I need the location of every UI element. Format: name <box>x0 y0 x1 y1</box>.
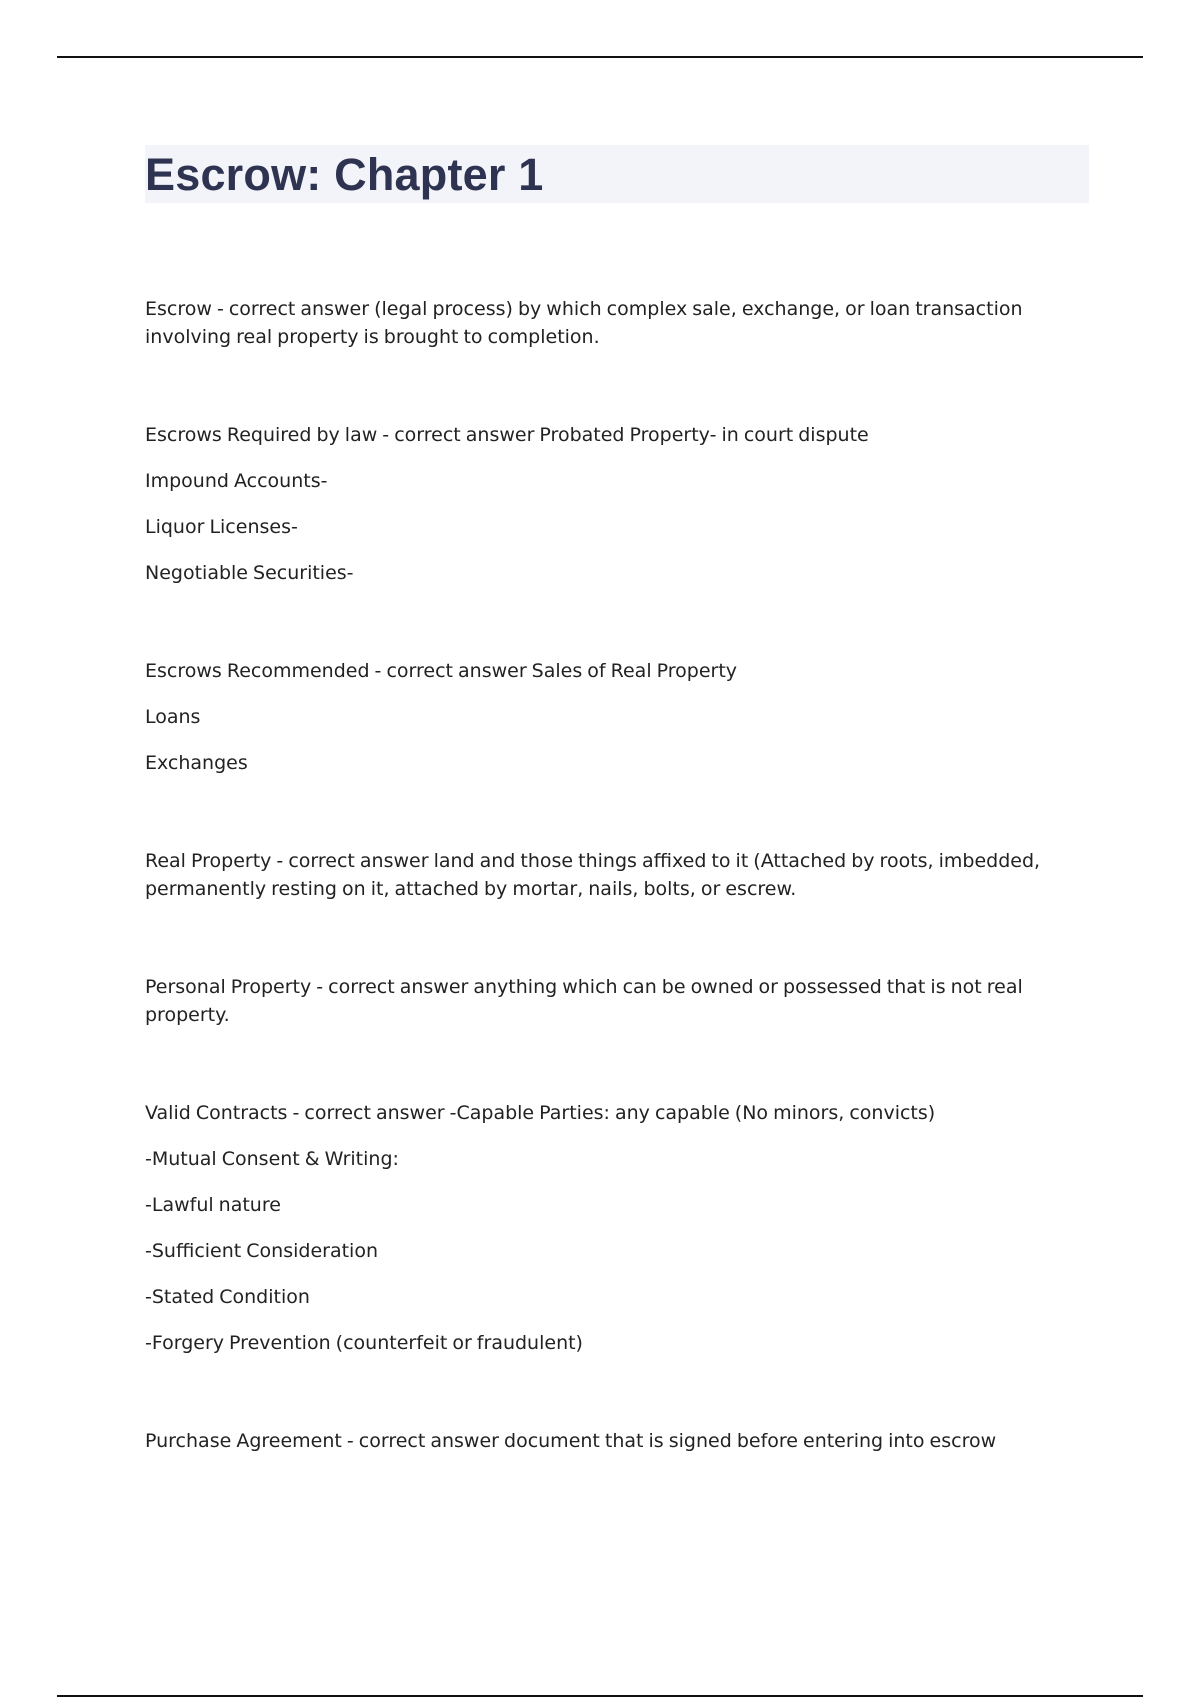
term-paragraph: Loans <box>145 706 201 728</box>
term-paragraph: Escrows Recommended - correct answer Sales of Real Property <box>145 660 738 682</box>
term-paragraph: Purchase Agreement - correct answer document that is signed before entering into escrow <box>145 1430 997 1452</box>
term-paragraph: -Mutual Consent & Writing: <box>145 1148 399 1170</box>
term-paragraph: Negotiable Securities- <box>145 562 354 584</box>
term-paragraph: Escrows Required by law - correct answer Probated Property- in court dispute <box>145 424 869 446</box>
term-paragraph: Personal Property - correct answer anything which can be owned or possessed that is not real property. <box>145 976 1023 1026</box>
header-rule <box>57 56 1143 58</box>
page-title: Escrow: Chapter 1 <box>145 148 544 200</box>
term-escrows-required <box>145 421 1089 587</box>
term-escrows-recommended <box>145 657 1089 777</box>
term-paragraph: -Forgery Prevention (counterfeit or fraudulent) <box>145 1332 583 1354</box>
term-paragraph: Impound Accounts- <box>145 470 328 492</box>
term-paragraph: Valid Contracts - correct answer -Capable Parties: any capable (No minors, convicts) <box>145 1102 936 1124</box>
term-purchase-agreement <box>145 1427 1089 1455</box>
term-real-property <box>145 847 1089 903</box>
term-list <box>145 295 1089 1455</box>
footer-rule <box>57 1695 1143 1697</box>
term-paragraph: -Sufficient Consideration <box>145 1240 378 1262</box>
title-banner <box>145 145 1089 203</box>
term-paragraph: -Lawful nature <box>145 1194 281 1216</box>
term-paragraph: Real Property - correct answer land and those things affixed to it (Attached by roots, imbedded, permanently resting on it, attached by mortar, nails, bolts, or escrew. <box>145 850 1041 900</box>
document-body <box>145 145 1089 1455</box>
term-personal-property <box>145 973 1089 1029</box>
term-paragraph: Exchanges <box>145 752 248 774</box>
term-paragraph: Liquor Licenses- <box>145 516 298 538</box>
term-escrow <box>145 295 1089 351</box>
term-paragraph: -Stated Condition <box>145 1286 310 1308</box>
term-valid-contracts <box>145 1099 1089 1357</box>
term-paragraph: Escrow - correct answer (legal process) by which complex sale, exchange, or loan transaction involving real property is brought to completion. <box>145 298 1023 348</box>
